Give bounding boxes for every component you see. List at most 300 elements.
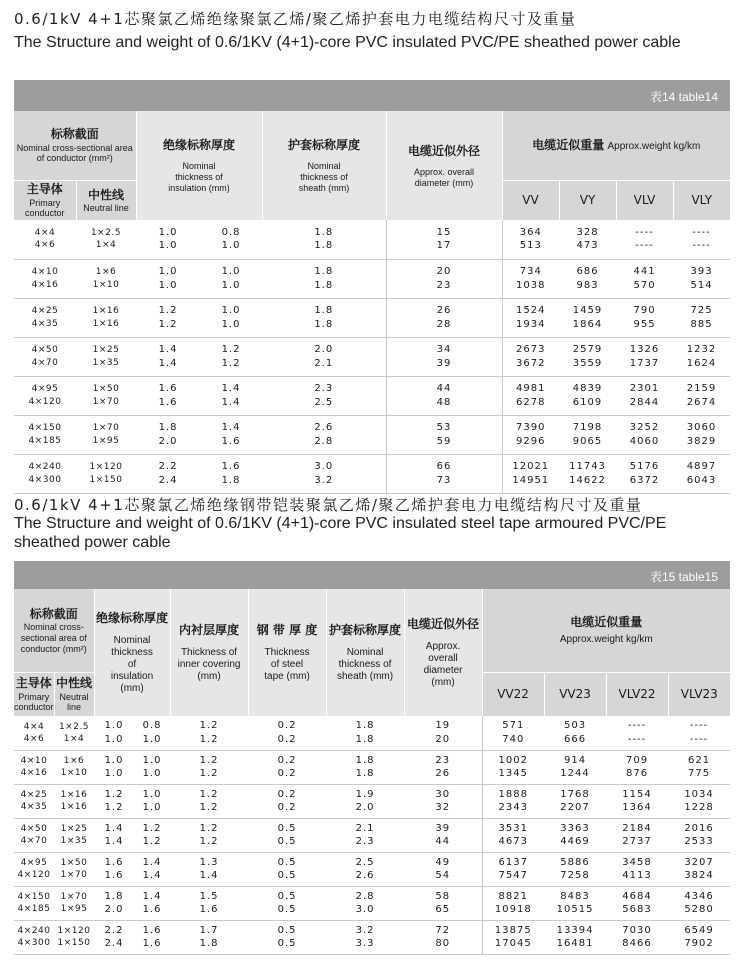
cell-sheath-line: 2.0 <box>314 344 334 355</box>
cell-inner <box>170 818 248 852</box>
cell-sheath-line: 1.8 <box>314 318 334 330</box>
cell-w3-line: 1737 <box>629 357 660 369</box>
cell-ins_b-line: 1.0 <box>142 768 162 779</box>
cell-diam-line: 26 <box>435 768 451 779</box>
cell-ins_b-line: 1.4 <box>142 856 162 868</box>
cell-w4-line: 3824 <box>684 870 714 881</box>
cell-ins_a-line: 1.0 <box>104 720 124 732</box>
cell-tape <box>248 716 326 750</box>
cell-w2-line: 4839 <box>572 383 603 394</box>
cell-primary-line: 4×16 <box>31 279 59 290</box>
cell-w2 <box>544 784 606 818</box>
cell-tape <box>248 920 326 954</box>
cell-diam-line: 39 <box>436 357 452 369</box>
cell-w2 <box>544 818 606 852</box>
cell-w1-line: 571 <box>502 720 525 732</box>
cell-w4-line: 1624 <box>686 357 717 369</box>
cell-w4 <box>673 415 730 454</box>
cell-ins_b-line: 1.2 <box>221 357 241 369</box>
cell-inner-line: 1.2 <box>199 754 219 766</box>
cell-ins_b <box>134 716 170 750</box>
cell-w4-line: 1034 <box>684 788 714 800</box>
cell-primary-line: 4×10 <box>31 267 59 278</box>
cell-w1-line: 1038 <box>516 279 546 291</box>
cell-inner <box>170 920 248 954</box>
cell-sheath-line: 1.8 <box>355 733 375 745</box>
t14-h-type-vlv: VLV <box>616 180 673 220</box>
section2-title-en-2: sheathed power cable <box>14 534 171 551</box>
cell-w3 <box>606 818 668 852</box>
cell-w4 <box>673 259 730 298</box>
cell-tape <box>248 818 326 852</box>
cell-ins_a-line: 2.0 <box>158 435 178 447</box>
cell-w1 <box>482 818 544 852</box>
cell-sheath <box>262 454 386 493</box>
cell-w1-line: 4673 <box>498 836 528 847</box>
cell-inner-line: 1.2 <box>199 802 219 813</box>
cell-w4-line: 6043 <box>686 474 717 486</box>
cell-diam-line: 80 <box>435 938 451 949</box>
cell-primary-line: 4×4 <box>34 228 56 239</box>
cell-w4 <box>668 852 730 886</box>
cell-inner-line: 1.2 <box>199 788 219 800</box>
table15-grid <box>14 589 730 955</box>
cell-ins_b-line: 1.4 <box>221 383 241 394</box>
cell-ins_b-line: 1.0 <box>142 754 162 766</box>
cell-ins_b <box>200 337 262 376</box>
cell-diam <box>386 415 502 454</box>
cell-w3-line: 3252 <box>629 422 660 433</box>
cell-primary <box>14 454 76 493</box>
cell-neutral-line: 1×10 <box>92 279 120 290</box>
cell-neutral <box>76 259 136 298</box>
cell-w1-line: 1524 <box>516 305 546 316</box>
cell-diam <box>386 337 502 376</box>
cell-w2 <box>559 454 616 493</box>
cell-diam <box>386 259 502 298</box>
cell-ins_b-line: 1.6 <box>142 938 162 949</box>
cell-w3 <box>616 415 673 454</box>
cell-inner-line: 1.5 <box>199 890 219 902</box>
cell-tape-line: 0.5 <box>277 836 297 847</box>
cell-primary-line: 4×300 <box>17 938 51 948</box>
cell-primary-line: 4×10 <box>20 755 48 766</box>
cell-w2 <box>559 415 616 454</box>
cell-ins_a-line: 1.0 <box>158 266 178 277</box>
cell-ins_a <box>94 716 134 750</box>
cell-neutral-line: 1×25 <box>92 345 120 356</box>
table-row <box>14 220 730 259</box>
cell-ins_b-line: 1.4 <box>142 870 162 881</box>
cell-diam-line: 15 <box>436 226 452 238</box>
cell-neutral-line: 1×150 <box>89 474 123 485</box>
cell-neutral-line: 1×95 <box>60 904 88 914</box>
cell-w2-line: 666 <box>563 733 587 745</box>
cell-w4-line: 6549 <box>684 924 714 936</box>
t15-h-type-vlv22: VLV22 <box>606 672 668 716</box>
cell-w3-line: 955 <box>633 318 656 330</box>
cell-inner <box>170 784 248 818</box>
cell-w1 <box>482 920 544 954</box>
cell-tape-line: 0.2 <box>277 768 297 779</box>
t14-h-nominal: 标称截面 Nominal cross-sectional area of conductor (mm²) <box>14 111 136 180</box>
cell-ins_b <box>134 920 170 954</box>
cell-sheath <box>326 784 404 818</box>
cell-ins_a-line: 2.4 <box>158 474 178 486</box>
cell-w1-line: 1888 <box>498 788 528 800</box>
cell-w1 <box>502 415 559 454</box>
cell-w1-line: 3672 <box>516 357 546 369</box>
cell-inner-line: 1.2 <box>199 822 219 834</box>
cell-diam-line: 58 <box>435 890 451 902</box>
cell-diam-line: 23 <box>435 754 451 766</box>
t14-h-insulation: 绝缘标称厚度 Nominal thickness of insulation (mm) <box>136 111 262 220</box>
cell-diam-line: 30 <box>435 788 451 800</box>
cell-diam-line: 72 <box>435 924 451 936</box>
cell-primary <box>14 298 76 337</box>
cell-w2-line: 6109 <box>572 396 603 408</box>
cell-neutral-line: 1×6 <box>95 267 117 278</box>
cell-primary-line: 4×35 <box>20 802 48 812</box>
cell-neutral <box>54 818 94 852</box>
cell-w3 <box>616 220 673 259</box>
cell-w3-line: 709 <box>625 754 649 766</box>
cell-sheath-line: 2.8 <box>355 890 375 902</box>
cell-neutral-line: 1×95 <box>92 435 120 446</box>
cell-w4-line: 2016 <box>684 822 714 834</box>
cell-sheath-line: 1.8 <box>355 754 375 766</box>
cell-ins_b-line: 1.6 <box>142 904 162 915</box>
cell-diam <box>404 886 482 920</box>
cell-neutral <box>76 220 136 259</box>
cell-tape-line: 0.5 <box>277 822 297 834</box>
cell-w4-line: 725 <box>690 305 713 316</box>
cell-w1 <box>502 376 559 415</box>
cell-ins_a-line: 1.0 <box>104 754 124 766</box>
section1-title-en: The Structure and weight of 0.6/1KV (4+1)-core PVC insulated PVC/PE sheathed power cable <box>14 34 681 51</box>
t14-h-diameter: 电缆近似外径 Approx. overall diameter (mm) <box>386 111 502 220</box>
cell-sheath <box>326 818 404 852</box>
cell-w4-line: 393 <box>690 266 713 277</box>
cell-sheath <box>326 750 404 784</box>
t15-h-type-vv22: VV22 <box>482 672 544 716</box>
cell-w4-line: 4346 <box>684 890 714 902</box>
cell-ins_b-line: 1.6 <box>221 435 241 447</box>
cell-w1-line: 4981 <box>516 383 546 394</box>
cell-w3-line: 5683 <box>622 904 652 915</box>
cell-inner-line: 1.3 <box>199 856 219 868</box>
cell-diam <box>404 920 482 954</box>
cell-primary <box>14 886 54 920</box>
cell-w2-line: 914 <box>563 754 587 766</box>
cell-ins_a-line: 2.0 <box>104 904 124 915</box>
cell-diam-line: 66 <box>436 461 452 472</box>
cell-diam-line: 20 <box>436 266 452 277</box>
cell-ins_b-line: 1.0 <box>221 240 241 252</box>
cell-neutral-line: 1×16 <box>92 318 120 329</box>
cell-primary-line: 4×240 <box>28 462 62 473</box>
cell-neutral <box>54 784 94 818</box>
t15-h-weight: 电缆近似重量 Approx.weight kg/km <box>482 589 730 672</box>
cell-diam <box>386 376 502 415</box>
cell-diam <box>386 454 502 493</box>
cell-ins_a <box>136 376 200 415</box>
cell-w2 <box>559 337 616 376</box>
cell-w2-line: 328 <box>576 226 599 238</box>
cell-ins_b-line: 1.0 <box>221 266 241 277</box>
cell-ins_a <box>94 750 134 784</box>
cell-w1 <box>502 259 559 298</box>
cell-sheath-line: 1.8 <box>314 266 334 277</box>
cell-sheath <box>262 220 386 259</box>
cell-ins_a-line: 1.6 <box>158 383 178 394</box>
cell-w4-line: 4897 <box>686 461 717 472</box>
cell-w2 <box>544 852 606 886</box>
t15-h-sheath: 护套标称厚度 Nominal thickness of sheath (mm) <box>326 589 404 716</box>
cell-ins_b <box>134 852 170 886</box>
cell-neutral <box>76 376 136 415</box>
cell-ins_b <box>200 415 262 454</box>
cell-w1 <box>482 852 544 886</box>
cell-w1-line: 734 <box>519 266 542 277</box>
cell-sheath-line: 2.8 <box>314 435 334 447</box>
cell-sheath-line: 1.8 <box>355 720 375 732</box>
cell-neutral <box>76 415 136 454</box>
cell-w2-line: 11743 <box>569 461 606 472</box>
table-row <box>14 337 730 376</box>
cell-w4 <box>673 220 730 259</box>
table14 <box>14 80 730 494</box>
cell-w3-line: ---- <box>635 240 654 252</box>
cell-primary-line: 4×4 <box>23 721 45 732</box>
cell-neutral <box>54 920 94 954</box>
cell-ins_b-line: 1.6 <box>221 461 241 472</box>
cell-primary-line: 4×240 <box>17 925 51 936</box>
cell-ins_a-line: 2.2 <box>104 924 124 936</box>
cell-w3-line: 2844 <box>629 396 660 408</box>
cell-w2 <box>544 750 606 784</box>
cell-w3-line: 570 <box>633 279 656 291</box>
cell-primary-line: 4×185 <box>28 435 62 446</box>
cell-ins_b <box>200 454 262 493</box>
cell-neutral-line: 1×70 <box>92 423 120 434</box>
cell-w2 <box>544 920 606 954</box>
cell-ins_b-line: 1.6 <box>142 924 162 936</box>
cell-primary-line: 4×95 <box>31 384 59 395</box>
cell-sheath-line: 1.9 <box>355 788 375 800</box>
t15-h-primary: 主导体 Primary conductor <box>14 672 54 716</box>
cell-primary-line: 4×16 <box>20 768 48 778</box>
cell-ins_b-line: 0.8 <box>142 720 162 732</box>
cell-w4-line: 621 <box>687 754 711 766</box>
cell-w3-line: 876 <box>625 768 649 779</box>
cell-ins_a-line: 1.6 <box>158 396 178 408</box>
cell-primary <box>14 920 54 954</box>
cell-sheath <box>262 376 386 415</box>
cell-w4 <box>673 454 730 493</box>
cell-sheath-line: 2.5 <box>355 856 375 868</box>
cell-tape-line: 0.5 <box>277 904 297 915</box>
cell-w1-line: 364 <box>519 226 542 238</box>
cell-w3-line: 4684 <box>622 890 652 902</box>
cell-primary <box>14 220 76 259</box>
cell-w2 <box>544 716 606 750</box>
cell-inner-line: 1.7 <box>199 924 219 936</box>
cell-primary-line: 4×50 <box>31 345 59 356</box>
cell-diam-line: 26 <box>436 305 452 316</box>
cell-w1-line: 13875 <box>494 924 532 936</box>
cell-w1-line: 740 <box>502 733 525 745</box>
cell-w2 <box>559 376 616 415</box>
cell-w3 <box>606 750 668 784</box>
cell-w3-line: 1326 <box>629 344 660 355</box>
cell-w3-line: 441 <box>633 266 656 277</box>
cell-diam-line: 54 <box>435 870 451 881</box>
cell-w1 <box>482 784 544 818</box>
cell-diam <box>386 298 502 337</box>
cell-sheath-line: 3.2 <box>355 924 375 936</box>
cell-neutral-line: 1×16 <box>60 802 88 812</box>
cell-sheath-line: 2.3 <box>355 836 375 847</box>
section2-title-en-1: The Structure and weight of 0.6/1KV (4+1)-core PVC insulated steel tape armoured PVC/PE <box>14 515 667 532</box>
cell-ins_a <box>94 784 134 818</box>
cell-w1-line: 6137 <box>498 856 528 868</box>
cell-w3-line: ---- <box>635 226 654 238</box>
cell-primary-line: 4×150 <box>28 423 62 434</box>
cell-diam-line: 53 <box>436 422 452 433</box>
cell-w4-line: 775 <box>687 768 711 779</box>
cell-w4-line: 2674 <box>686 396 717 408</box>
cell-inner <box>170 716 248 750</box>
cell-primary-line: 4×35 <box>31 318 59 329</box>
cell-diam-line: 20 <box>435 733 451 745</box>
cell-sheath <box>326 852 404 886</box>
cell-w3 <box>616 337 673 376</box>
cell-w1-line: 513 <box>519 240 542 252</box>
cell-w4-line: 5280 <box>684 904 714 915</box>
cell-w3 <box>606 784 668 818</box>
cell-inner-line: 1.2 <box>199 733 219 745</box>
cell-primary <box>14 376 76 415</box>
table14-grid <box>14 111 730 494</box>
cell-diam-line: 19 <box>435 720 451 732</box>
cell-w4-line: ---- <box>689 720 709 732</box>
cell-w1-line: 17045 <box>494 938 532 949</box>
cell-sheath-line: 2.1 <box>355 822 375 834</box>
cell-sheath-line: 2.0 <box>355 802 375 813</box>
t15-h-insulation: 绝缘标称厚度 Nominal thickness of insulation (mm) <box>94 589 170 716</box>
cell-w2-line: 1244 <box>560 768 590 779</box>
cell-primary-line: 4×150 <box>17 891 51 902</box>
cell-sheath <box>326 920 404 954</box>
cell-tape <box>248 784 326 818</box>
cell-sheath-line: 2.3 <box>314 383 334 394</box>
cell-ins_b-line: 1.2 <box>142 822 162 834</box>
cell-sheath-line: 1.8 <box>355 768 375 779</box>
cell-ins_a <box>136 454 200 493</box>
t14-h-primary: 主导体 Primary conductor <box>14 180 76 220</box>
cell-w2-line: 9065 <box>572 435 603 447</box>
t15-h-neutral: 中性线 Neutral line <box>54 672 94 716</box>
section1-title-zh: 0.6/1kV 4+1芯聚氯乙烯绝缘聚氯乙烯/聚乙烯护套电力电缆结构尺寸及重量 <box>14 10 577 28</box>
cell-w2 <box>544 886 606 920</box>
cell-ins_b-line: 1.0 <box>142 733 162 745</box>
cell-w4 <box>673 337 730 376</box>
cell-ins_b-line: 1.0 <box>221 305 241 316</box>
cell-w1-line: 1934 <box>516 318 546 330</box>
cell-ins_b-line: 1.4 <box>221 422 241 433</box>
cell-tape-line: 0.2 <box>277 754 297 766</box>
cell-ins_a-line: 1.6 <box>104 856 124 868</box>
cell-w3-line: 2737 <box>622 836 652 847</box>
cell-w3-line: 2301 <box>629 383 660 394</box>
cell-w1-line: 8821 <box>498 890 528 902</box>
cell-diam-line: 44 <box>436 383 452 394</box>
cell-neutral-line: 1×25 <box>60 823 88 834</box>
cell-sheath-line: 1.8 <box>314 226 334 238</box>
cell-tape-line: 0.5 <box>277 938 297 949</box>
cell-ins_a-line: 1.4 <box>104 836 124 847</box>
cell-diam-line: 39 <box>435 822 451 834</box>
cell-neutral <box>76 337 136 376</box>
table-row <box>14 784 730 818</box>
cell-w4-line: 2159 <box>686 383 717 394</box>
cell-ins_a-line: 1.4 <box>158 357 178 369</box>
cell-w1 <box>502 298 559 337</box>
cell-tape-line: 0.5 <box>277 870 297 881</box>
cell-w2 <box>559 298 616 337</box>
cell-neutral <box>54 886 94 920</box>
cell-w1-line: 1002 <box>498 754 528 766</box>
cell-inner-line: 1.2 <box>199 836 219 847</box>
cell-tape <box>248 886 326 920</box>
cell-w2-line: 13394 <box>556 924 594 936</box>
cell-neutral-line: 1×16 <box>60 789 88 800</box>
cell-primary <box>14 259 76 298</box>
table-row <box>14 376 730 415</box>
cell-ins_a <box>94 886 134 920</box>
cell-ins_b-line: 0.8 <box>221 226 241 238</box>
cell-ins_a <box>94 818 134 852</box>
cell-w2 <box>559 259 616 298</box>
cell-ins_b-line: 1.0 <box>221 279 241 291</box>
table-row <box>14 298 730 337</box>
cell-w3 <box>606 716 668 750</box>
cell-w3 <box>616 454 673 493</box>
cell-ins_b <box>134 784 170 818</box>
cell-neutral-line: 1×2.5 <box>58 721 90 732</box>
cell-ins_a-line: 1.2 <box>104 788 124 800</box>
cell-diam-line: 49 <box>435 856 451 868</box>
cell-neutral-line: 1×120 <box>89 462 123 473</box>
cell-ins_b <box>200 376 262 415</box>
cell-ins_a <box>136 259 200 298</box>
cell-w4 <box>668 818 730 852</box>
cell-w1 <box>482 886 544 920</box>
cell-diam-line: 28 <box>436 318 452 330</box>
cell-w3 <box>606 886 668 920</box>
cell-sheath-line: 2.5 <box>314 396 334 408</box>
cell-ins_a-line: 1.6 <box>104 870 124 881</box>
cell-w2-line: 473 <box>576 240 599 252</box>
cell-primary-line: 4×50 <box>20 823 48 834</box>
cell-ins_b <box>200 220 262 259</box>
table-row <box>14 818 730 852</box>
cell-ins_b-line: 1.4 <box>142 890 162 902</box>
cell-neutral-line: 1×70 <box>60 870 88 880</box>
cell-diam-line: 48 <box>436 396 452 408</box>
cell-sheath-line: 3.0 <box>355 904 375 915</box>
